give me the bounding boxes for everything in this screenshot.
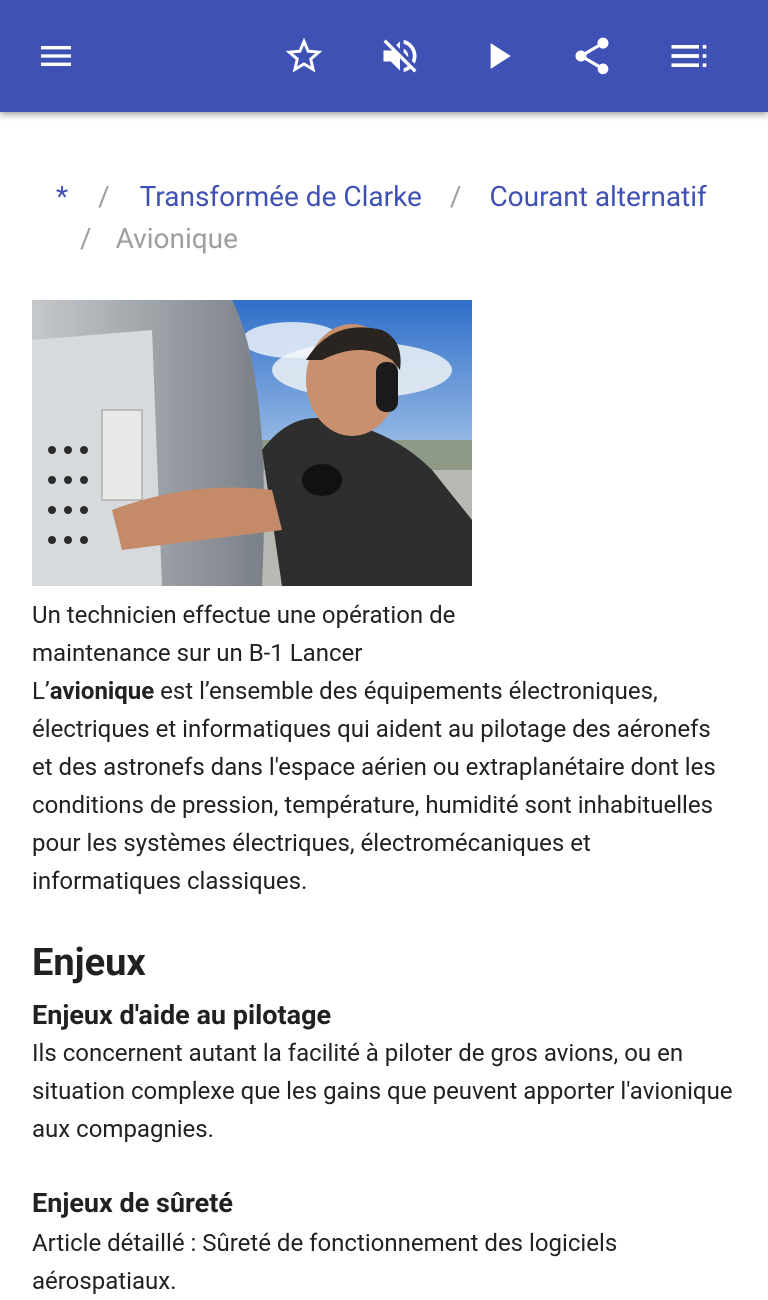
intro-prefix: L’ [32,677,50,705]
breadcrumb-separator: / [80,222,92,255]
breadcrumb-separator: / [98,180,110,213]
intro-term: avionique [49,677,155,705]
breadcrumb-item-root[interactable]: * [56,180,69,213]
menu-icon [36,36,76,76]
breadcrumb-item-current: Avionique [115,222,238,255]
share-icon [570,34,614,78]
contents-button[interactable] [660,28,716,84]
subsection-title-pilotage: Enjeux d'aide au pilotage [32,999,332,1031]
app-bar [0,0,768,112]
mute-button[interactable] [372,28,428,84]
image-caption: Un technicien effectue une opération de maintenance sur un B-1 Lancer [32,601,456,667]
breadcrumb-separator: / [449,180,462,213]
breadcrumb [32,176,736,260]
subsection-text-pilotage: Ils concernent autant la facilité à piloter de gros avions, ou en situation complexe que les gains que peuvent apporter l'avionique aux compagnies. [32,1039,733,1143]
intro-paragraph [32,672,736,900]
menu-button[interactable] [28,28,84,84]
breadcrumb-item-courant[interactable]: Courant alternatif [489,180,707,213]
subsection-text-surete[interactable]: Article détaillé : Sûreté de fonctionnement des logiciels aérospatiaux. [32,1229,618,1295]
breadcrumb-item-clarke[interactable]: Transformée de Clarke [139,180,422,213]
article-image[interactable] [32,300,472,586]
play-button[interactable] [470,28,526,84]
bookmark-button[interactable] [276,28,332,84]
play-icon [476,34,520,78]
playlist-icon [666,34,710,78]
volume-off-icon [378,34,422,78]
technician-photo [32,300,472,586]
star-outline-icon [282,34,326,78]
share-button[interactable] [564,28,620,84]
intro-rest: est l’ensemble des équipements électroniques, électriques et informatiques qui aident au pilotage des aéronefs et des astronefs dans l'espace aérien ou extraplanétaire dont les conditions de pression, température, humidité sont inhabituelles pour les systèmes électriques, électromécaniques et informatiques classiques. [32,677,716,895]
section-title: Enjeux [32,941,146,985]
subsection-title-surete: Enjeux de sûreté [32,1187,233,1219]
